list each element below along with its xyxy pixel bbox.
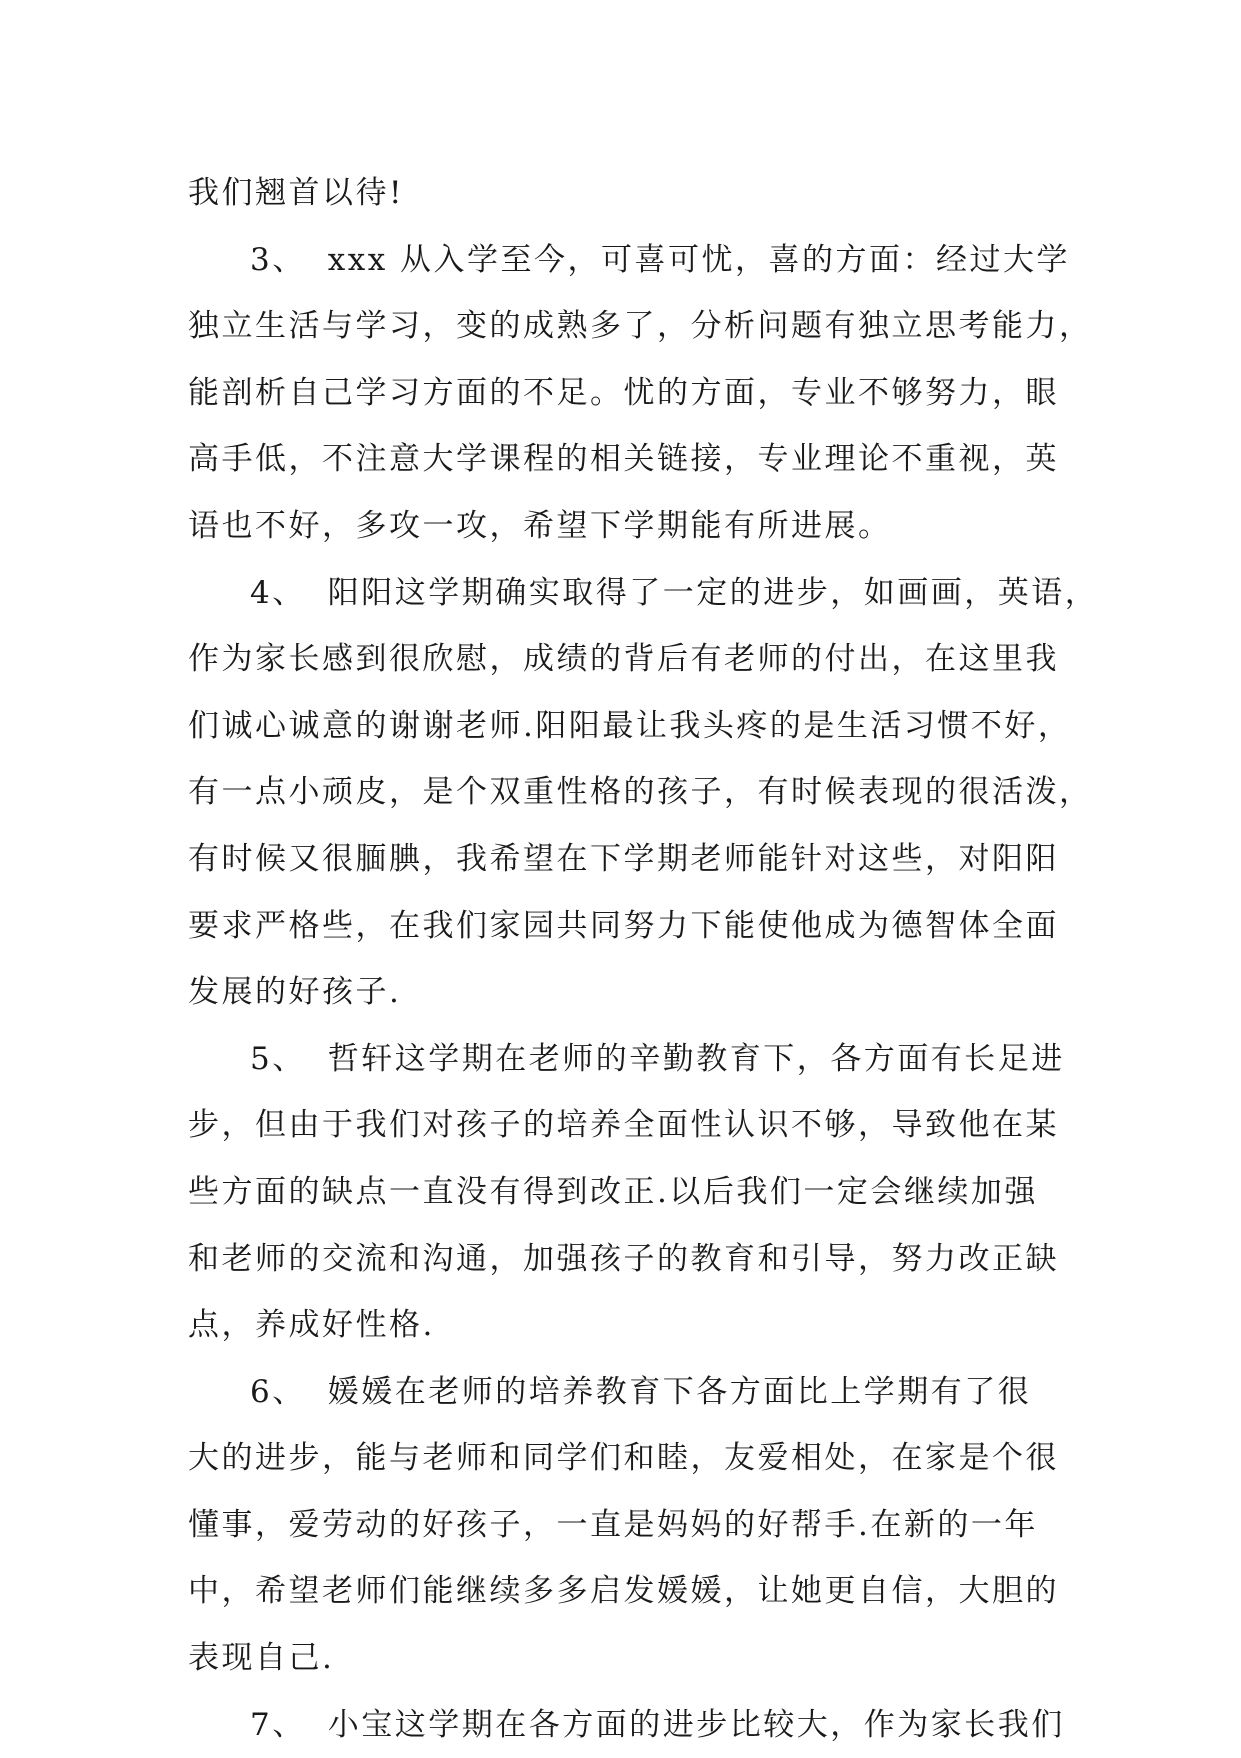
paragraph-6 xyxy=(188,1359,1068,1692)
text-line: 们诚心诚意的谢谢老师.阳阳最让我头疼的是生活习惯不好， xyxy=(188,707,1072,744)
paragraph-4 xyxy=(188,560,1099,1026)
first-line xyxy=(188,227,1071,294)
item-number: 5、 xyxy=(250,1040,306,1077)
item-number: 7、 xyxy=(250,1706,306,1743)
text-line: 小宝这学期在各方面的进步比较大，作为家长我们 xyxy=(327,1706,1065,1743)
text-line: 高手低，不注意大学课程的相关链接，专业理论不重视，英 xyxy=(188,441,1059,478)
text-line: 懂事，爱劳动的好孩子，一直是妈妈的好帮手.在新的一年 xyxy=(188,1506,1038,1543)
text-line: 中，希望老师们能继续多多启发媛媛，让她更自信，大胆的 xyxy=(188,1573,1059,1610)
text-line: 和老师的交流和沟通，加强孩子的教育和引导，努力改正缺 xyxy=(188,1240,1059,1277)
text-line: xxx 从入学至今，可喜可忧，喜的方面：经过大学 xyxy=(327,241,1071,278)
text-line: 点，养成好性格. xyxy=(188,1307,435,1344)
text-line: 阳阳这学期确实取得了一定的进步，如画画，英语， xyxy=(327,574,1099,611)
text-line: 些方面的缺点一直没有得到改正.以后我们一定会继续加强 xyxy=(188,1173,1038,1210)
paragraph-5 xyxy=(188,1026,1068,1359)
text-line: 步，但由于我们对孩子的培养全面性认识不够，导致他在某 xyxy=(188,1107,1059,1144)
text-line: 我们翘首以待! xyxy=(188,175,404,211)
first-line xyxy=(188,1359,1068,1426)
text-line: 语也不好，多攻一攻，希望下学期能有所进展。 xyxy=(188,507,892,544)
first-line xyxy=(188,1692,1068,1758)
document-body xyxy=(188,160,1099,1758)
text-line: 要求严格些，在我们家园共同努力下能使他成为德智体全面 xyxy=(188,907,1059,944)
text-line: 能剖析自己学习方面的不足。忧的方面，专业不够努力，眼 xyxy=(188,374,1059,411)
text-line: 有时候又很腼腆，我希望在下学期老师能针对这些，对阳阳 xyxy=(188,840,1059,877)
item-number: 6、 xyxy=(250,1373,306,1410)
text-line: 媛媛在老师的培养教育下各方面比上学期有了很 xyxy=(327,1373,1032,1410)
item-number: 4、 xyxy=(250,574,306,611)
text-line: 表现自己. xyxy=(188,1640,335,1677)
paragraph xyxy=(188,160,1068,227)
text-line: 大的进步，能与老师和同学们和睦，友爱相处，在家是个很 xyxy=(188,1440,1059,1477)
paragraph-3 xyxy=(188,227,1093,560)
paragraph-7 xyxy=(188,1692,1068,1758)
item-number: 3、 xyxy=(250,241,306,278)
text-line: 哲轩这学期在老师的辛勤教育下，各方面有长足进 xyxy=(327,1040,1065,1077)
first-line xyxy=(188,1026,1068,1093)
text-line: 有一点小顽皮，是个双重性格的孩子，有时候表现的很活泼， xyxy=(188,774,1093,811)
text-line: 独立生活与学习，变的成熟多了，分析问题有独立思考能力， xyxy=(188,308,1093,345)
text-line: 发展的好孩子. xyxy=(188,974,402,1011)
text-line: 作为家长感到很欣慰，成绩的背后有老师的付出，在这里我 xyxy=(188,641,1059,678)
first-line xyxy=(188,560,1099,627)
